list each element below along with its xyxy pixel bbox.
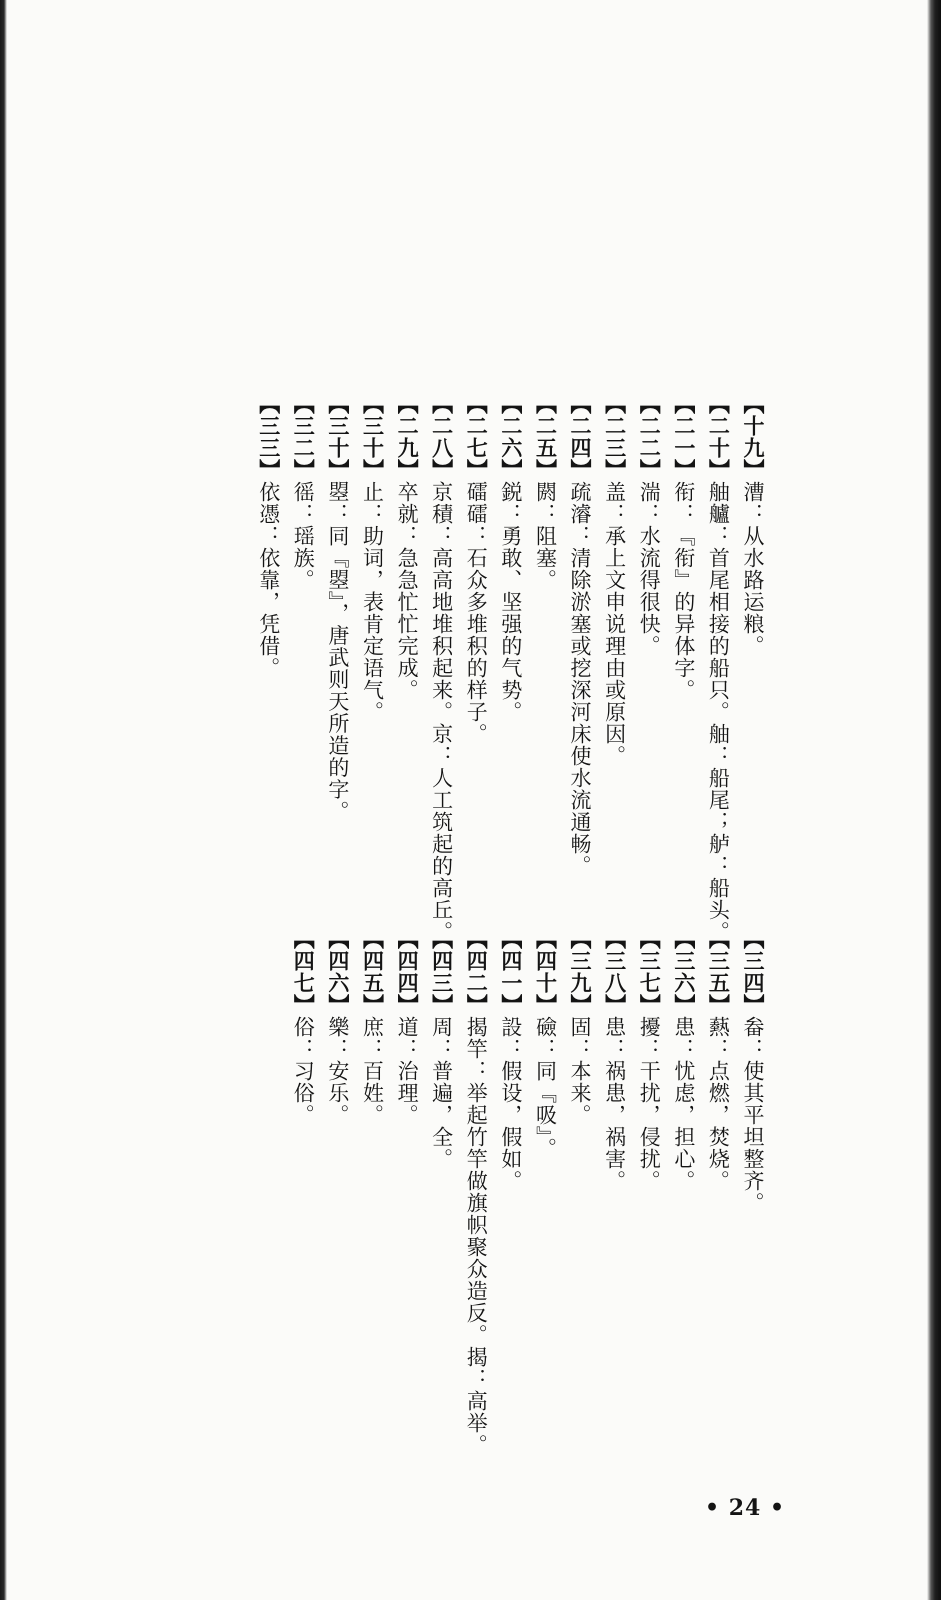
note-number: 【三六】 [671, 928, 697, 1016]
note-number: 【四五】 [360, 928, 386, 1016]
note-number: 【二七】 [464, 393, 490, 481]
note-entry [459, 393, 494, 953]
note-entry [389, 928, 424, 1528]
note-text: 鋭：勇敢、坚强的气势。 [498, 481, 523, 723]
note-entry [562, 928, 597, 1528]
note-text: 止：助词，表肯定语气。 [360, 481, 385, 723]
note-text: 周：普遍，全。 [429, 1016, 454, 1170]
note-entry [389, 393, 424, 953]
note-number: 【三四】 [741, 928, 766, 1016]
note-text: 京積：高高地堆积起来。京：人工筑起的高丘。 [429, 481, 454, 943]
note-entry [355, 928, 390, 1528]
note-number: 【二十】 [706, 393, 732, 481]
note-number: 【二九】 [395, 393, 421, 481]
note-text: 徭：瑶族。 [291, 481, 316, 591]
note-entry [701, 928, 736, 1528]
note-number: 【二五】 [533, 393, 559, 481]
note-text: 畚：使其平坦整齐。 [741, 1016, 765, 1214]
note-number: 【四六】 [325, 928, 351, 1016]
note-entry [735, 928, 770, 1528]
note-entry [528, 393, 563, 953]
note-text: 舳艫：首尾相接的船只。舳：船尾；舻：船头。 [706, 481, 731, 943]
note-text: 道：治理。 [395, 1016, 420, 1126]
note-text: 閼：阻塞。 [533, 481, 558, 591]
note-entry [632, 393, 667, 953]
note-entry [493, 928, 528, 1528]
note-number: 【四七】 [291, 928, 317, 1016]
note-text: 擾：干扰，侵扰。 [637, 1016, 662, 1192]
note-number: 【四十】 [533, 928, 559, 1016]
note-entry [251, 393, 286, 953]
note-text: 衔：『衔』的异体字。 [671, 481, 696, 701]
page-number: • 24 • [705, 1495, 786, 1521]
scan-right-edge [927, 0, 941, 1600]
note-number: 【十九】 [741, 393, 766, 481]
note-text: 卒就：急急忙忙完成。 [395, 481, 420, 701]
note-text: 庶：百姓。 [360, 1016, 385, 1126]
note-text: 湍：水流得很快。 [637, 481, 662, 657]
note-entry [562, 393, 597, 953]
note-number: 【二二】 [637, 393, 663, 481]
note-text: 盖：承上文申说理由或原因。 [602, 481, 627, 767]
note-entry [459, 928, 494, 1528]
note-text: 固：本来。 [568, 1016, 593, 1126]
scan-left-edge [0, 0, 7, 1600]
note-text: 患：祸患，祸害。 [602, 1016, 627, 1192]
note-entry [286, 928, 321, 1528]
note-entry [320, 928, 355, 1528]
note-entry [286, 393, 321, 953]
note-entry [632, 928, 667, 1528]
note-entry [597, 928, 632, 1528]
note-entry [666, 928, 701, 1528]
note-number: 【三三】 [256, 393, 282, 481]
note-number: 【二一】 [671, 393, 697, 481]
note-text: 疏濬：清除淤塞或挖深河床使水流通畅。 [568, 481, 593, 877]
note-number: 【四二】 [464, 928, 490, 1016]
note-entry [666, 393, 701, 953]
note-entry [701, 393, 736, 953]
note-number: 【三八】 [602, 928, 628, 1016]
note-number: 【三九】 [568, 928, 594, 1016]
note-text: 依憑：依靠，凭借。 [256, 481, 281, 679]
note-number: 【二六】 [498, 393, 524, 481]
note-text: 患：忧虑，担心。 [671, 1016, 696, 1192]
note-text: 漕：从水路运粮。 [741, 481, 765, 657]
note-text: 礌礌：石众多堆积的样子。 [464, 481, 489, 745]
note-entry [320, 393, 355, 953]
note-entry [493, 393, 528, 953]
note-text: 樂：安乐。 [325, 1016, 350, 1126]
note-number: 【三十】 [325, 393, 351, 481]
note-number: 【三十】 [360, 393, 386, 481]
notes-block-bottom [286, 928, 770, 1528]
note-entry [528, 928, 563, 1528]
note-number: 【四四】 [395, 928, 421, 1016]
note-entry [597, 393, 632, 953]
note-text: 爇：点燃，焚烧。 [706, 1016, 731, 1192]
note-entry [424, 928, 459, 1528]
note-entry [355, 393, 390, 953]
note-number: 【三七】 [637, 928, 663, 1016]
note-number: 【二四】 [568, 393, 594, 481]
note-number: 【三五】 [706, 928, 732, 1016]
note-text: 設：假设，假如。 [498, 1016, 523, 1192]
note-number: 【二三】 [602, 393, 628, 481]
notes-block-top [251, 393, 770, 953]
note-number: 【三二】 [291, 393, 317, 481]
note-text: 曌：同『曌』，唐武则天所造的字。 [325, 481, 350, 823]
note-entry [424, 393, 459, 953]
note-text: 揭竿：举起竹竿做旗帜聚众造反。揭：高举。 [464, 1016, 489, 1456]
note-number: 【四三】 [429, 928, 455, 1016]
note-text: 礆：同『吸』。 [533, 1016, 558, 1160]
note-entry [735, 393, 770, 953]
note-number: 【二八】 [429, 393, 455, 481]
note-number: 【四一】 [498, 928, 524, 1016]
note-text: 俗：习俗。 [291, 1016, 316, 1126]
